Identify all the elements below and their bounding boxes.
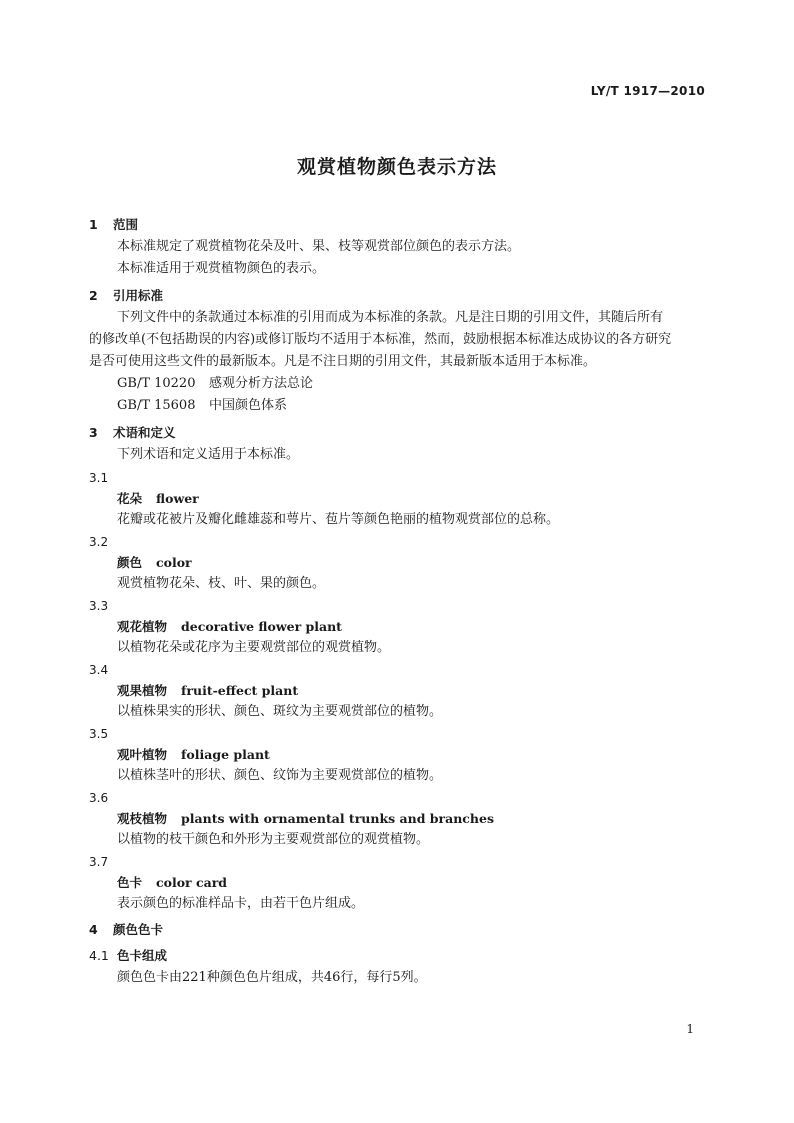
- term-en: fruit-effect plant: [181, 683, 299, 698]
- term-number: 3.3: [89, 599, 109, 613]
- section-heading-1: [89, 214, 707, 236]
- paragraph-line: 下列文件中的条款通过本标准的引用而成为本标准的条款。凡是注日期的引用文件，其随后所有: [117, 310, 664, 325]
- term-cn: 观果植物: [117, 683, 168, 698]
- term-en: flower: [156, 491, 199, 506]
- paragraph-line: 的修改单(不包括勘误的内容)或修订版均不适用于本标准，然而，鼓励根据本标准达成协议的各方研究: [89, 332, 672, 347]
- reference-item: [89, 395, 707, 417]
- term-definition: 表示颜色的标准样品卡，由若干色片组成。: [117, 896, 365, 911]
- section-title: 引用标准: [113, 288, 164, 303]
- term-en: decorative flower plant: [181, 619, 342, 634]
- term-heading: [89, 808, 707, 829]
- reference-name: 感观分析方法总论: [209, 376, 314, 391]
- term-definition: 以植株茎叶的形状、颜色、纹饰为主要观赏部位的植物。: [117, 768, 443, 783]
- term-cn: 观叶植物: [117, 747, 168, 762]
- paragraph: 本标准规定了观赏植物花朵及叶、果、枝等观赏部位颜色的表示方法。: [117, 239, 521, 254]
- term-heading: [89, 680, 707, 701]
- term-definition: 以植株果实的形状、颜色、斑纹为主要观赏部位的植物。: [117, 704, 443, 719]
- term-en: foliage plant: [181, 747, 270, 762]
- term-number: 3.5: [89, 727, 109, 741]
- section-number: 3: [89, 425, 98, 440]
- term-cn: 颜色: [117, 555, 143, 570]
- section-number: 4: [89, 922, 98, 937]
- section-title: 颜色色卡: [113, 922, 164, 937]
- reference-code: GB/T 15608: [117, 398, 196, 413]
- term-definition: 以植物的枝干颜色和外形为主要观赏部位的观赏植物。: [117, 832, 430, 847]
- term-number: 3.2: [89, 535, 109, 549]
- term-en: color: [156, 555, 192, 570]
- term-definition: 观赏植物花朵、枝、叶、果的颜色。: [117, 576, 326, 591]
- document-body: [89, 214, 707, 989]
- section-heading-3: [89, 422, 707, 444]
- paragraph: 颜色色卡由221种颜色色片组成，共46行，每行5列。: [117, 970, 427, 985]
- term-number: 3.7: [89, 855, 109, 869]
- reference-name: 中国颜色体系: [209, 398, 288, 413]
- section-title: 范围: [113, 217, 139, 232]
- section-heading-4: [89, 919, 707, 941]
- paragraph: 本标准适用于观赏植物颜色的表示。: [117, 261, 326, 276]
- term-heading: [89, 872, 707, 893]
- term-en: color card: [156, 875, 228, 890]
- paragraph-line: 是否可使用这些文件的最新版本。凡是不注日期的引用文件，其最新版本适用于本标准。: [89, 354, 597, 369]
- term-heading: [89, 616, 707, 637]
- term-cn: 观花植物: [117, 619, 168, 634]
- term-heading: [89, 488, 707, 509]
- page-number: 1: [686, 1022, 694, 1036]
- term-en: plants with ornamental trunks and branches: [181, 811, 494, 826]
- term-cn: 花朵: [117, 491, 143, 506]
- subsection-heading: [89, 945, 707, 967]
- reference-item: [89, 373, 707, 395]
- standard-code: LY/T 1917—2010: [590, 84, 705, 98]
- reference-code: GB/T 10220: [117, 376, 196, 391]
- section-number: 2: [89, 288, 98, 303]
- page-title: 观赏植物颜色表示方法: [296, 156, 497, 178]
- term-cn: 观枝植物: [117, 811, 168, 826]
- term-definition: 花瓣或花被片及瓣化雌雄蕊和萼片、苞片等颜色艳丽的植物观赏部位的总称。: [117, 512, 560, 527]
- term-number: 3.6: [89, 791, 109, 805]
- term-heading: [89, 552, 707, 573]
- term-number: 3.4: [89, 663, 109, 677]
- subsection-number: 4.1: [89, 948, 109, 963]
- section-title: 术语和定义: [113, 425, 176, 440]
- term-heading: [89, 744, 707, 765]
- term-cn: 色卡: [117, 875, 143, 890]
- paragraph: 下列术语和定义适用于本标准。: [117, 447, 300, 462]
- subsection-title: 色卡组成: [117, 948, 168, 963]
- term-number: 3.1: [89, 471, 109, 485]
- section-number: 1: [89, 217, 98, 232]
- term-definition: 以植物花朵或花序为主要观赏部位的观赏植物。: [117, 640, 391, 655]
- section-heading-2: [89, 285, 707, 307]
